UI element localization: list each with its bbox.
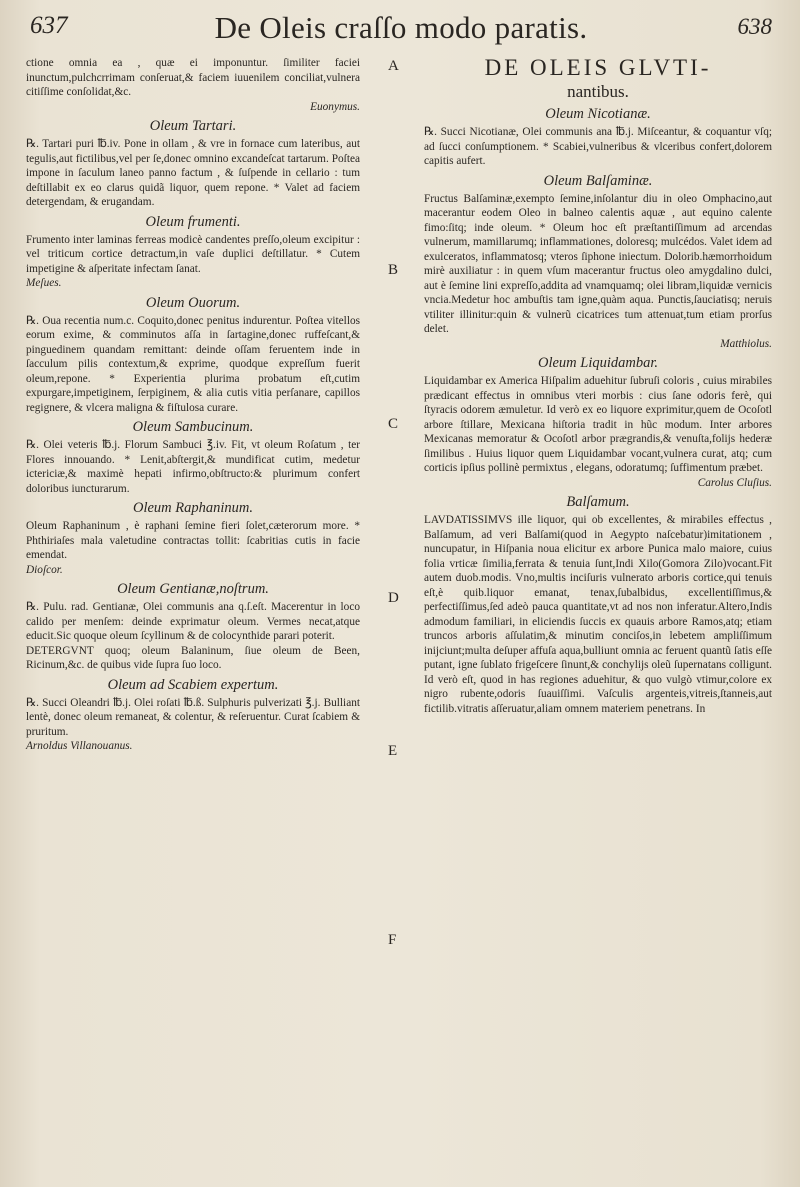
- section-heading: Oleum ad Scabiem expertum.: [107, 676, 279, 693]
- margin-letter-d: D: [388, 590, 399, 606]
- paragraph: DETERGVNT quoq; oleum Balaninum, ſiue oleum de Been, Ricinum,&c. de quibus vide ſupra ſuo loco.: [26, 644, 360, 671]
- paragraph: Frumento inter laminas ferreas modicè candentes preſſo,oleum excipitur : vel triticum cortice detractum,in vaſe duplici deſtillatur. * Cutem impetigine & aſperitate infectam ſanat.: [26, 233, 360, 275]
- chapter-title: DE OLEIS GLVTI-: [484, 55, 712, 80]
- paragraph: Fructus Balſaminæ,exempto ſemine,inſolantur diu in oleo Omphacino,aut macerantur eodem Oleo in balneo calentis aquæ , aut equino calente fimo:ſitq; inde oleum. * Oleum hoc eſt præſtantiſſimum ad arcendas vulnerum, mamillarumq; inflammationes, doloresq; mulcédos. Valet idem ad exulceratos, inflammatosq; vteros ſiphone iniectum. Dolorib.hæmorrhoidum mirè auxiliatur : in quem vſum macerantur fructus oleo amygdalino dulci, aut è ſemine lini expreſſo,addita ad vnamquamq; olei libram,liquidæ vernicis vncia.Medetur hoc ambuſtis tam igne,quàm aqua. Punctis,ſauciatisq; neruis vtiliter illinitur:quin & vulnerũ cicatrices tum attenuat,tum etiam prorſus delet.: [424, 192, 772, 335]
- section-heading: Oleum Sambucinum.: [132, 419, 254, 435]
- section-heading: Oleum Raphaninum.: [132, 500, 253, 516]
- citation: Arnoldus Villanouanus.: [26, 740, 133, 752]
- citation: Matthiolus.: [720, 337, 772, 350]
- section-heading: Oleum Liquidambar.: [537, 355, 659, 371]
- left-column: [26, 56, 360, 754]
- paragraph: ℞. Pulu. rad. Gentianæ, Olei communis ana q.ſ.eſt. Macerentur in loco calido per menſem: deinde exprimatur oleum. Vermes necat,atque educit.Sic quoque oleum ſcyllinum & de colocynthide parari poterit.: [26, 601, 360, 642]
- margin-letter-f: F: [388, 932, 397, 948]
- margin-letter-b: B: [388, 262, 399, 278]
- section-heading: Balſamum.: [566, 494, 630, 510]
- section-heading: Oleum frumenti.: [145, 213, 241, 230]
- margin-letter-e: E: [388, 743, 398, 759]
- paragraph: Oleum Raphaninum , è raphani ſemine fieri ſolet,cæterorum more. * Phthiriaſes mala valetudine contractas tollit: ſcabritias cutis in facie emendat.: [26, 520, 360, 561]
- page-title: De Oleis craſſo modo paratis.: [214, 10, 588, 45]
- citation: Euonymus.: [310, 100, 360, 113]
- section-heading: Oleum Ouorum.: [145, 294, 241, 311]
- paragraph: ℞. Succi Oleandri ℔.j. Olei roſati ℔.ß. Sulphuris pulverizati ℥.j. Bulliant lentè, donec oleum remaneat, & colentur, & reſeruentur. Curat ſcabiem & pruritum.: [26, 696, 360, 738]
- chapter-subtitle: nantibus.: [567, 82, 629, 101]
- paragraph: ℞. Tartari puri ℔.iv. Pone in ollam , & vre in fornace cum lateribus, aut tegulis,aut fictilibus,vel per ſe,donec omnino excandeſcat tartarum. Poſtea impone in ſaculum laneo panno factum , & ſuſpende in cellario : tum deſtillabit ex eo clarus quidã liquor, quem repone. * Valet ad faciem detergendam, & erugandam.: [26, 138, 360, 208]
- citation: Carolus Cluſius.: [697, 476, 772, 489]
- paragraph: LAVDATISSIMVS ille liquor, qui ob excellentes, & mirabiles effectus , Balſamum, ad veri Balſami(quod in Aegypto naſcebatur)imitationem , nuncupatur, in Hiſpania noua elicitur ex arbore Punica malo maiore, cuius folia vrticæ ſimilia,ferrata & tenuia ſunt,Indi Xilo(Gomora Zilo)vocant.Fit autem duob.modis. Vno,multis inciſuris vulnerato arboris cortice,qui tenuis eſt,è quib.liquor emanat, tenax,ſubalbidus, excellentiſſimus,& perfectiſſimus,ſed adeò pauca quantitate,vt ad nos non inferatur.Altero,Indis admodum familiari, in eliciendis ſuccis ex quauis arbore Ramos,atq; etiam truncos arboris aſſulatim,& minutim conciſos,in lebetem ampliſſimum inijciunt;multa deſuper affuſa aqua,bulliunt omnia ac feruent quantũ ſatis eſſe putant, igne ſublato frigeſcere ſinunt,& conchylijs oleũ ſupernatans colligunt. Id verò eſt, quod in has regiones aduehitur, & quo vulgò vtimur,colore ex nigro rubente,odoris ſuauiſſimi. Vaſculis argenteis,vitreis,ſtanneis,aut fictilib.vitratis aſſeruatur,aliam omnem materiem penetrans. In: [424, 514, 772, 715]
- section-heading: Oleum Balſaminæ.: [543, 172, 653, 189]
- right-column: [424, 56, 772, 716]
- paragraph: ℞. Olei veteris ℔.j. Florum Sambuci ℥.iv. Fit, vt oleum Roſatum , ter Flores innouando. * Lenit,abſtergit,& mundificat cutim, medetur ictericiæ,& maximè hepati infirmo,obſtructo:& plurimum confert doloribus iuncturarum.: [26, 439, 360, 495]
- citation: Meſues.: [26, 277, 62, 289]
- margin-letter-a: A: [388, 58, 399, 74]
- section-heading: Oleum Nicotianæ.: [545, 106, 651, 122]
- section-heading: Oleum Gentianæ,noſtrum.: [117, 581, 269, 597]
- running-head: [30, 10, 772, 50]
- page-number-left: 637: [30, 12, 68, 39]
- citation: Dioſcor.: [26, 563, 63, 576]
- paragraph: ctione omnia ea , quæ ei imponuntur. ſimiliter faciei inunctum,pulchcrrimam conſeruat,& faciem iuuenilem conciliat,vulnera citiſſime conſolidat,&c.: [26, 57, 360, 98]
- paragraph: ℞. Succi Nicotianæ, Olei communis ana ℔.j. Miſceantur, & coquantur vſq; ad ſucci conſumptionem. * Scabiei,vulneribus & vlceribus confert,dolorem capitis aufert.: [424, 126, 772, 167]
- margin-letter-c: C: [388, 416, 399, 432]
- section-heading: Oleum Tartari.: [149, 118, 237, 134]
- page-number-right: 638: [737, 14, 772, 39]
- paragraph: ℞. Oua recentia num.c. Coquito,donec penitus indurentur. Poſtea vitellos eorum exime, & comminutos aſſa in ſartagine,donec ruffeſcant,& pinguedinem quandam remittant: deinde oſſam feruentem inde in ſacculum pilis contextum,& exprime, quodque expreſſum fuerit oleum,repone. * Experientia plurima probatum eſt,cutim expurgare,impetiginem, ſerpiginem, & alia cutis vitia perſanare, capillos regignere, & vlcera maligna & fiſtulosa curare.: [26, 314, 360, 414]
- paragraph: Liquidambar ex America Hiſpalim aduehitur ſubruſi coloris , cuius mirabiles prædicant effectus in omnibus vteri morbis : cius ſane odoris ferè, qui ſtyracis odorem æmuletur. Id verò ex eo liquore exprimitur,quem de Ocoſotl arbore ſtillare, Mexicana hiſtoria tradit in hũc modum. Inter arbores Mexicanas memoratur & Ocoſotl arbor prægrandis,& venuſta,folijs hederæ ſimilibus . Huius liquor quem Liquidambar vocant,vulnera curat, atq; cum corticis ipſius pollinè permixtus , elegans, odoratumq; ſuffimentum præbet.: [424, 375, 772, 474]
